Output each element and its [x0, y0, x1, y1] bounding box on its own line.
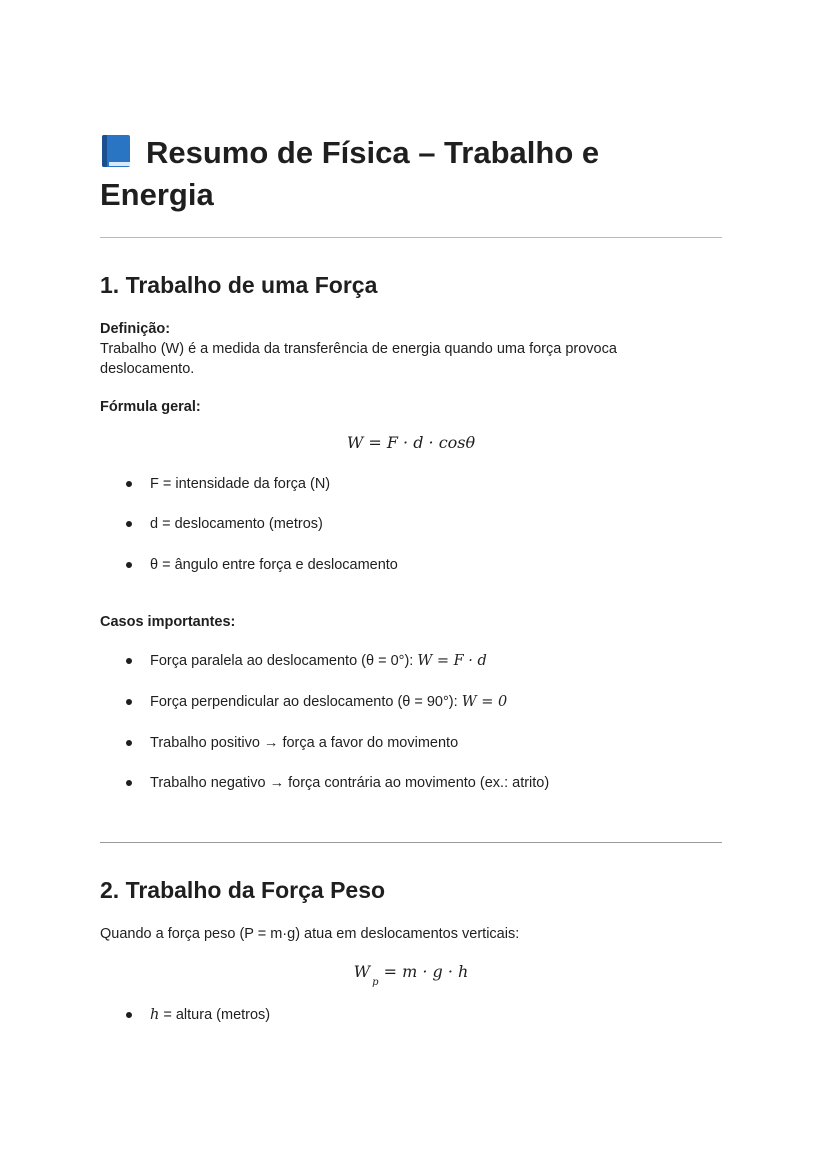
- case-formula: W = F · d: [417, 653, 487, 669]
- list-item-text: d = deslocamento (metros): [150, 516, 323, 532]
- divider: [100, 842, 722, 843]
- list-item-text: Trabalho positivo → força a favor do movimento: [150, 735, 459, 751]
- section-2-intro: Quando a força peso (P = m·g) atua em deslocamentos verticais:: [100, 926, 520, 942]
- formula-lhs: W: [353, 962, 371, 981]
- bullet-dot: [126, 780, 132, 786]
- cases-label: Casos importantes:: [100, 614, 236, 630]
- work-formula: W = F · d · cosθ: [346, 433, 476, 452]
- title-text-1: Resumo de Física – Trabalho e: [146, 135, 600, 170]
- case-text: Força perpendicular ao deslocamento (θ = 90°):: [150, 694, 462, 710]
- bullet-dot: [126, 521, 132, 527]
- list-item-text: Trabalho negativo → força contrária ao movimento (ex.: atrito): [150, 775, 550, 791]
- list-item-text: F = intensidade da força (N): [150, 476, 331, 492]
- list-item: [128, 692, 507, 712]
- formula-label: Fórmula geral:: [100, 399, 201, 415]
- document-title-line-2: Energia: [100, 177, 214, 212]
- bullet-dot: [126, 481, 132, 487]
- list-item: [128, 733, 458, 753]
- list-item-text: θ = ângulo entre força e deslocamento: [150, 557, 398, 573]
- definition-text: Trabalho (W) é a medida da transferência de energia quando uma força provoca deslocamento.: [100, 341, 617, 377]
- document-title-line-1: [100, 133, 599, 173]
- list-item: [128, 474, 330, 494]
- variable-symbol: h: [150, 1007, 160, 1023]
- bullet-dot: [126, 658, 132, 664]
- formula-rhs: = m · g · h: [378, 962, 469, 981]
- list-item-text: [150, 694, 507, 710]
- list-item: [128, 773, 549, 793]
- list-item-text: [150, 1007, 270, 1023]
- list-item: [128, 514, 323, 534]
- variable-description: = altura (metros): [159, 1007, 271, 1023]
- list-item-text: [150, 653, 487, 669]
- formula-subscript: p: [372, 977, 379, 988]
- bullet-dot: [126, 1012, 132, 1018]
- bullet-dot: [126, 699, 132, 705]
- section-2-heading: 2. Trabalho da Força Peso: [100, 877, 386, 903]
- bullet-dot: [126, 562, 132, 568]
- list-item: [128, 555, 398, 575]
- definition-label: Definição:: [100, 321, 171, 337]
- case-formula: W = 0: [461, 694, 508, 710]
- list-item: [128, 1005, 270, 1025]
- case-text: Força paralela ao deslocamento (θ = 0°):: [150, 653, 418, 669]
- weight-work-formula: [100, 961, 722, 986]
- list-item: [128, 651, 487, 671]
- blue-book-icon: [100, 135, 132, 167]
- divider: [100, 237, 722, 238]
- bullet-dot: [126, 740, 132, 746]
- section-1-heading: 1. Trabalho de uma Força: [100, 272, 378, 298]
